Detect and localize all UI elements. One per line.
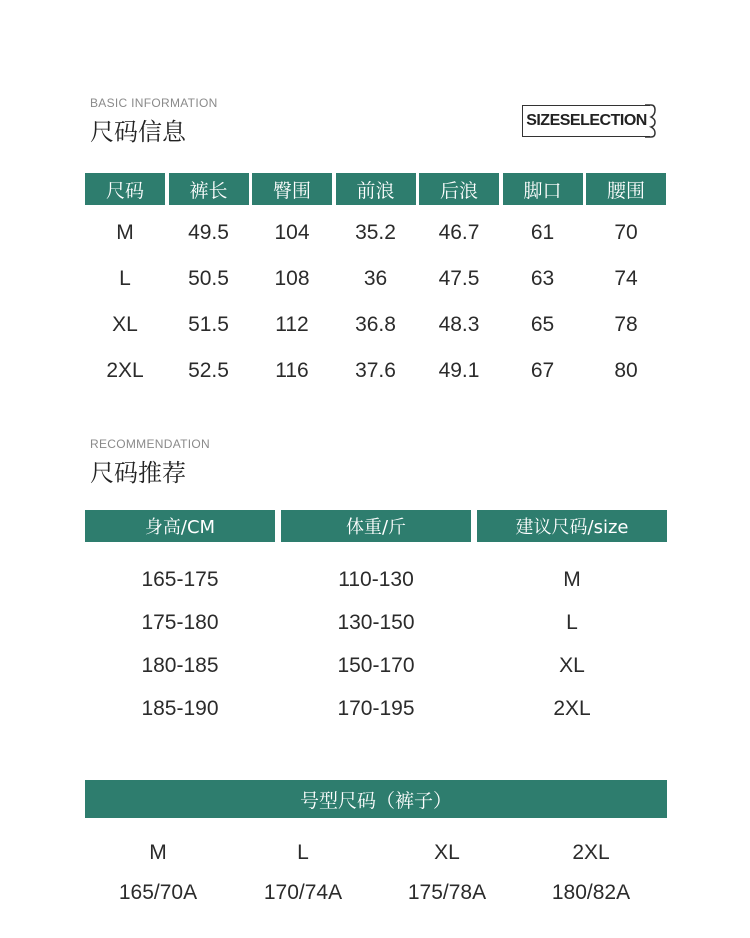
size-table-cell: 48.3 xyxy=(438,313,480,336)
size-header-cell: 前浪 xyxy=(336,173,416,205)
size-table-cell: XL xyxy=(112,313,138,336)
size-info-subtitle: BASIC INFORMATION xyxy=(90,96,218,110)
size-table-cell: 80 xyxy=(614,359,638,382)
recommendation-table-cell: XL xyxy=(559,654,585,677)
size-table-cell: 35.2 xyxy=(355,221,396,244)
model-size-code: 170/74A xyxy=(263,881,343,904)
recommendation-table-cell: 175-180 xyxy=(141,611,219,634)
recommendation-header-cell: 建议尺码/size xyxy=(477,510,667,542)
size-table-cell: 36 xyxy=(363,267,388,290)
model-size-label: L xyxy=(297,841,309,864)
recommendation-table-cell: 130-150 xyxy=(337,611,415,634)
size-table-cell: 116 xyxy=(275,359,309,382)
recommendation-subtitle: RECOMMENDATION xyxy=(90,437,210,451)
size-table-cell: 70 xyxy=(614,221,638,244)
size-table-cell: 37.6 xyxy=(355,359,396,382)
size-table-cell: M xyxy=(116,221,134,244)
model-size-bar: 号型尺码（裤子） xyxy=(85,780,667,818)
size-table-cell: 47.5 xyxy=(438,267,480,290)
recommendation-table-cell: 180-185 xyxy=(141,654,219,677)
recommendation-table-cell: 2XL xyxy=(553,697,591,720)
size-table-cell: 104 xyxy=(274,221,310,244)
model-size-label: M xyxy=(149,841,167,864)
model-size-label: 2XL xyxy=(572,841,610,864)
size-table-cell: 36.8 xyxy=(355,313,396,336)
size-table-cell: 108 xyxy=(274,267,310,290)
recommendation-table-cell: 165-175 xyxy=(141,568,219,591)
size-table-cell: 50.5 xyxy=(188,267,229,290)
size-header-cell: 腰围 xyxy=(586,173,666,205)
size-table-cell: 51.5 xyxy=(188,313,229,336)
size-header-cell: 尺码 xyxy=(85,173,165,205)
badge-notch-icon xyxy=(645,104,659,138)
model-size-code: 165/70A xyxy=(118,881,198,904)
recommendation-table-cell: 185-190 xyxy=(141,697,219,720)
size-table-cell: 2XL xyxy=(106,359,144,382)
size-info-title: 尺码信息 xyxy=(90,118,186,146)
size-table-cell: 78 xyxy=(614,313,638,336)
recommendation-title: 尺码推荐 xyxy=(90,459,186,487)
size-selection-badge: SIZESELECTION xyxy=(522,105,650,137)
size-header-cell: 后浪 xyxy=(419,173,499,205)
size-header-cell: 裤长 xyxy=(169,173,249,205)
size-table-cell: 65 xyxy=(530,313,555,336)
recommendation-table-cell: M xyxy=(563,568,581,591)
recommendation-header-cell: 身高/CM xyxy=(85,510,275,542)
model-size-label: XL xyxy=(434,841,460,864)
recommendation-header-cell: 体重/斤 xyxy=(281,510,471,542)
size-table-cell: 52.5 xyxy=(188,359,229,382)
recommendation-table-cell: 150-170 xyxy=(337,654,415,677)
size-header-cell: 臀围 xyxy=(252,173,332,205)
size-table-cell: L xyxy=(119,267,131,290)
recommendation-table-cell: 110-130 xyxy=(338,568,414,591)
size-table-cell: 63 xyxy=(530,267,555,290)
size-table-cell: 49.5 xyxy=(188,221,229,244)
size-header-cell: 脚口 xyxy=(503,173,583,205)
recommendation-table-cell: 170-195 xyxy=(337,697,415,720)
size-table-cell: 46.7 xyxy=(438,221,480,244)
size-table-cell: 61 xyxy=(530,221,555,244)
size-table-cell: 74 xyxy=(614,267,638,290)
recommendation-table-cell: L xyxy=(566,611,578,634)
size-table-cell: 49.1 xyxy=(438,359,480,382)
size-table-cell: 112 xyxy=(275,313,309,336)
size-table-cell: 67 xyxy=(530,359,555,382)
model-size-code: 175/78A xyxy=(407,881,487,904)
model-size-code: 180/82A xyxy=(551,881,631,904)
